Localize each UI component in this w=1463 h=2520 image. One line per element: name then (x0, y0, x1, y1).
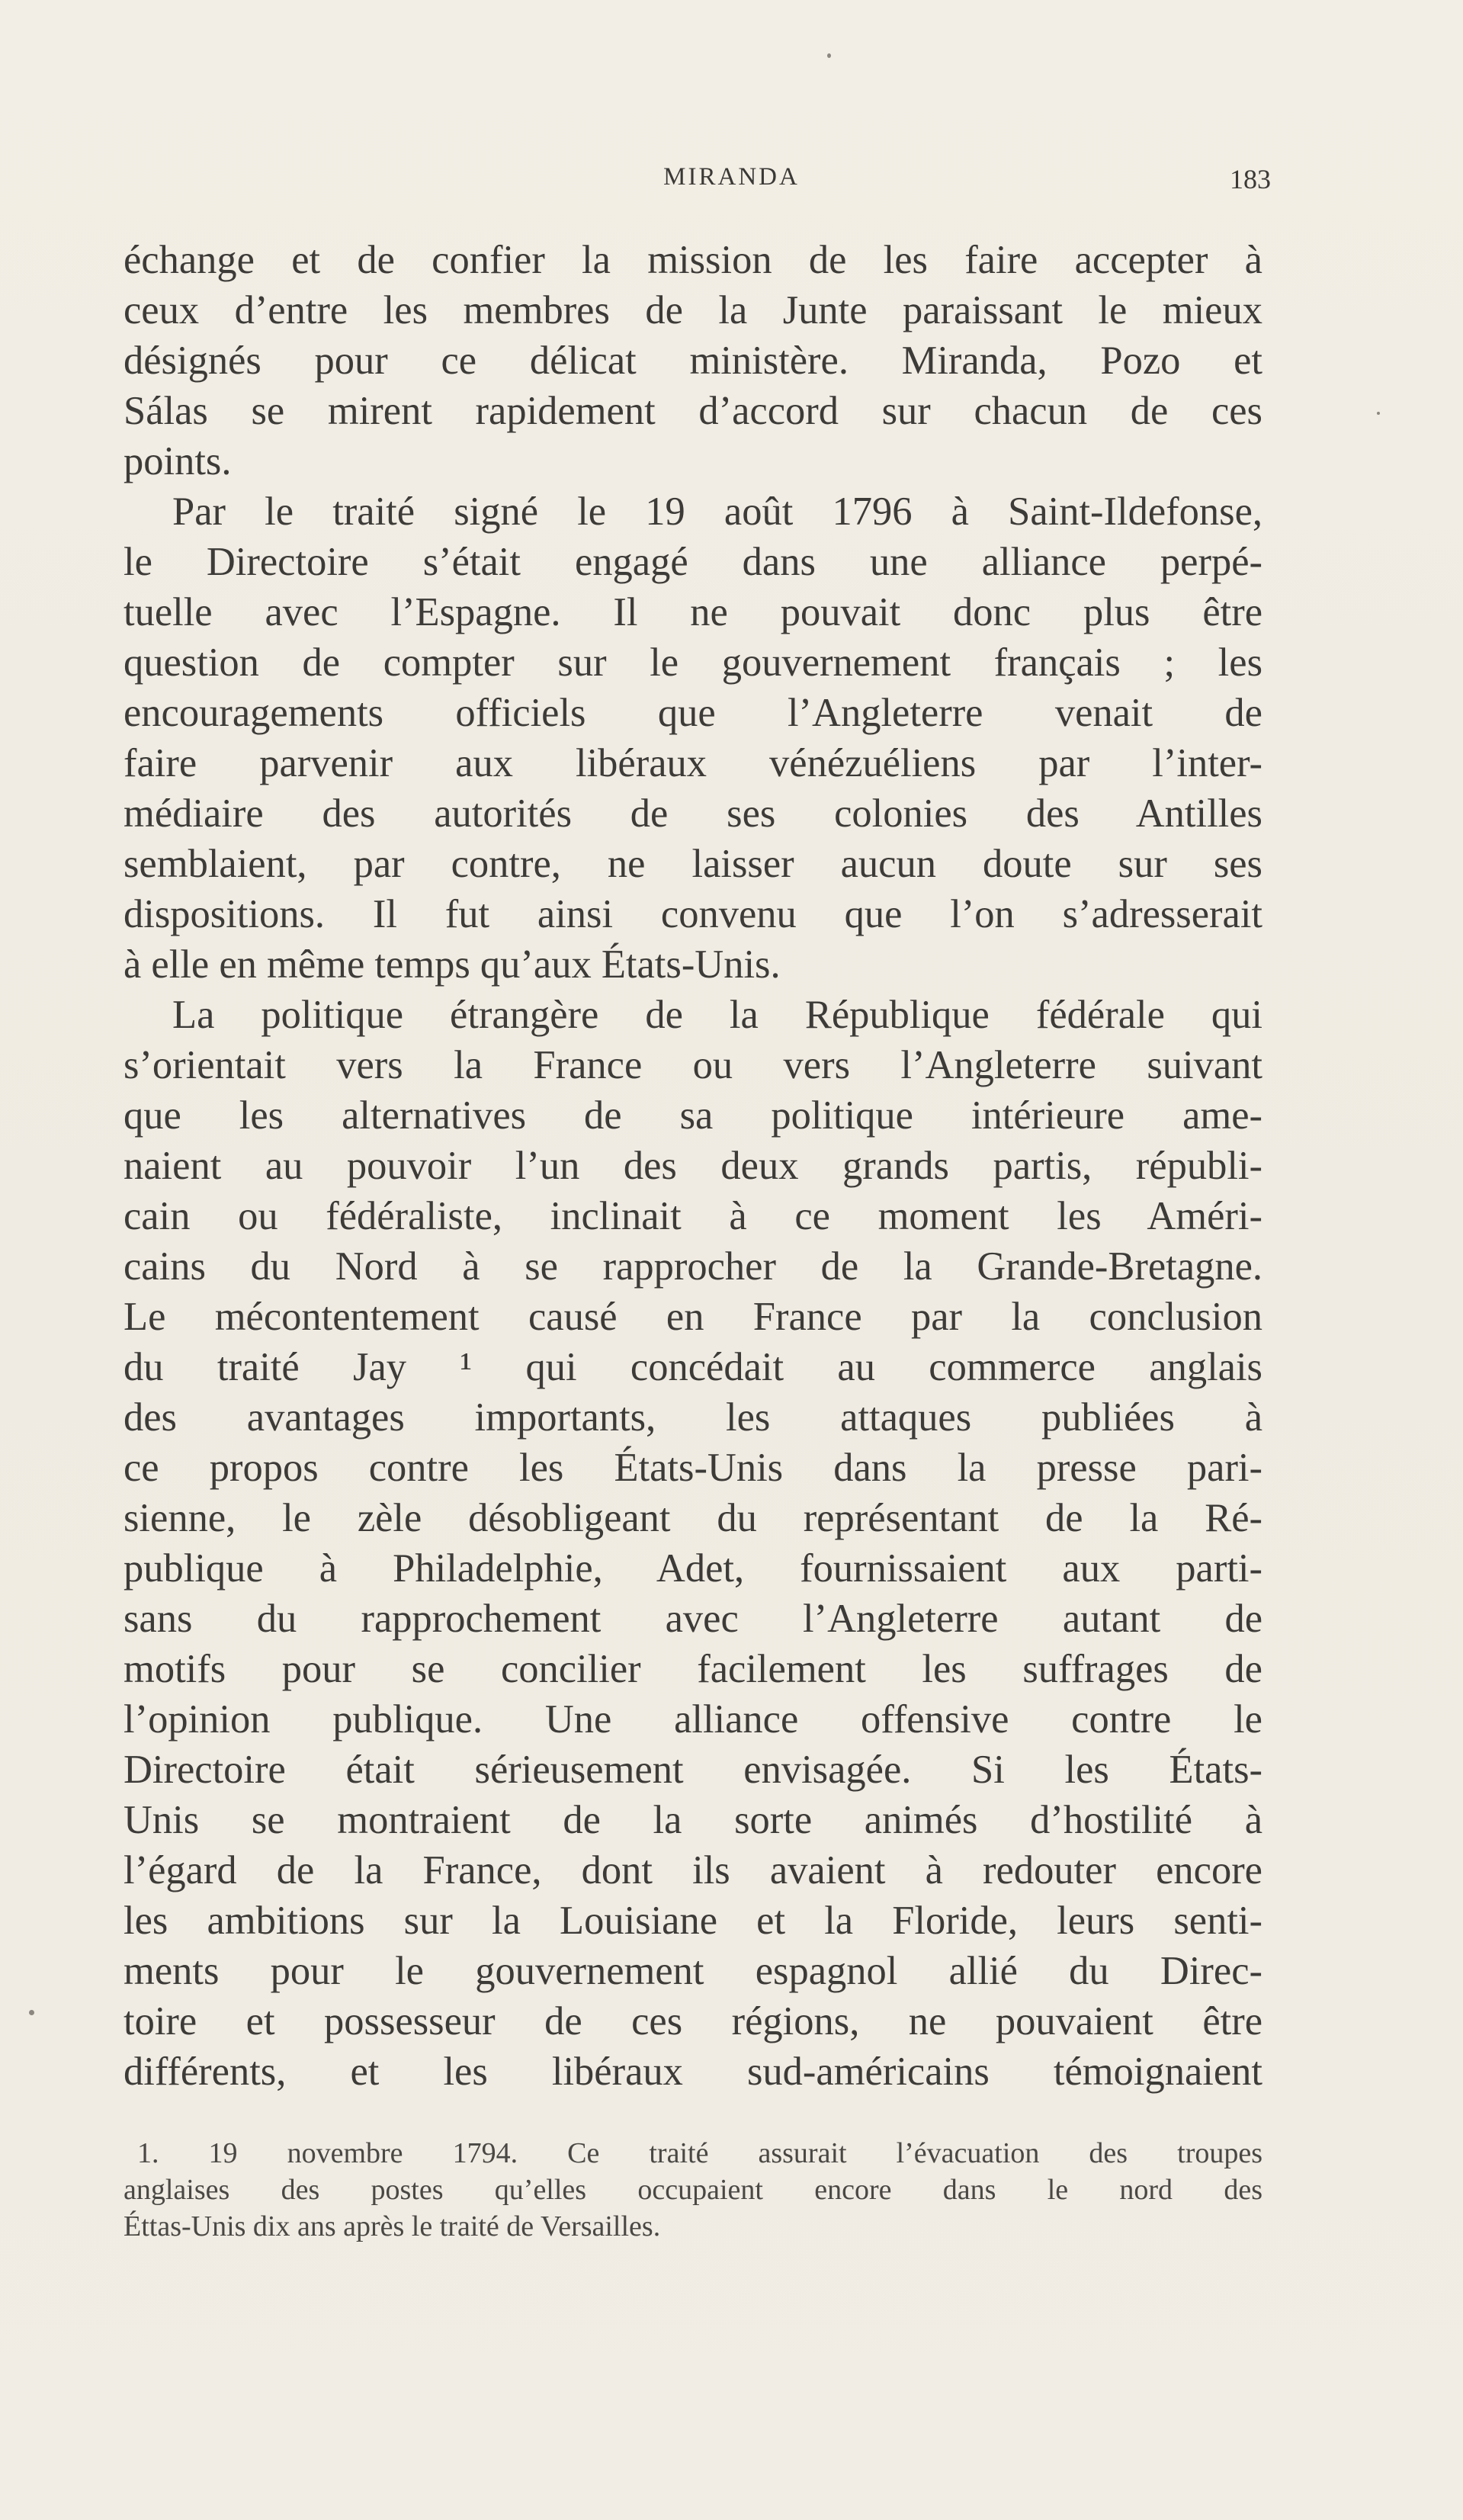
body-text (124, 235, 1262, 2097)
text-line: semblaient, par contre, ne laisser aucun doute sur ses (124, 842, 1262, 886)
text-line: désignés pour ce délicat ministère. Miranda, Pozo et (124, 339, 1262, 383)
text-line: naient au pouvoir l’un des deux grands partis, républi- (124, 1144, 1262, 1188)
text-line: différents, et les libéraux sud-américains témoignaient (124, 2050, 1262, 2094)
running-title: MIRANDA (663, 163, 800, 191)
text-line: faire parvenir aux libéraux vénézuéliens par l’inter- (124, 741, 1262, 785)
paragraph-start-line: Par le traité signé le 19 août 1796 à Saint-Ildefonse, (172, 490, 1262, 534)
footnotes (124, 2135, 1262, 2245)
text-line: sienne, le zèle désobligeant du représentant de la Ré- (124, 1496, 1262, 1540)
text-line: toire et possesseur de ces régions, ne pouvaient être (124, 1999, 1262, 2043)
text-line: question de compter sur le gouvernement français ; les (124, 640, 1262, 685)
text-line: dispositions. Il fut ainsi convenu que l’on s’adresserait (124, 892, 1262, 936)
text-line: à elle en même temps qu’aux États-Unis. (124, 942, 781, 987)
text-line: Directoire était sérieusement envisagée. Si les États- (124, 1748, 1262, 1792)
page-number: 183 (1230, 164, 1271, 194)
paper-speck (827, 53, 831, 58)
footnote-line: anglaises des postes qu’elles occupaient encore dans le nord des (124, 2174, 1262, 2206)
footnote-line: Éttas-Unis dix ans après le traité de Versailles. (124, 2210, 661, 2242)
text-line: que les alternatives de sa politique intérieure ame- (124, 1093, 1262, 1138)
text-line: s’orientait vers la France ou vers l’Angleterre suivant (124, 1043, 1262, 1087)
text-line: médiaire des autorités de ses colonies des Antilles (124, 791, 1262, 836)
text-line: cain ou fédéraliste, inclinait à ce moment les Améri- (124, 1194, 1262, 1238)
text-line: ments pour le gouvernement espagnol allié du Direc- (124, 1949, 1262, 1993)
text-line: des avantages importants, les attaques publiées à (124, 1395, 1262, 1440)
text-line: points. (124, 439, 232, 483)
text-line: Sálas se mirent rapidement d’accord sur chacun de ces (124, 389, 1262, 433)
text-line: ce propos contre les États-Unis dans la presse pari- (124, 1446, 1262, 1490)
text-line: tuelle avec l’Espagne. Il ne pouvait donc plus être (124, 590, 1262, 634)
running-head (0, 163, 1463, 201)
footnote-line: 1. 19 novembre 1794. Ce traité assurait l’évacuation des troupes (137, 2137, 1262, 2169)
paper-speck (29, 2010, 34, 2015)
text-line: publique à Philadelphie, Adet, fournissaient aux parti- (124, 1546, 1262, 1591)
text-line: ceux d’entre les membres de la Junte paraissant le mieux (124, 288, 1262, 332)
text-line: Le mécontentement causé en France par la conclusion (124, 1295, 1262, 1339)
text-line: sans du rapprochement avec l’Angleterre autant de (124, 1597, 1262, 1641)
paragraph-start-line: La politique étrangère de la République fédérale qui (172, 993, 1262, 1037)
text-line: du traité Jay ¹ qui concédait au commerce anglais (124, 1345, 1262, 1389)
paper-speck (1377, 412, 1380, 415)
text-line: l’opinion publique. Une alliance offensive contre le (124, 1697, 1262, 1742)
text-line: encouragements officiels que l’Angleterre venait de (124, 691, 1262, 735)
text-line: motifs pour se concilier facilement les suffrages de (124, 1647, 1262, 1691)
text-line: échange et de confier la mission de les faire accepter à (124, 238, 1262, 282)
text-line: cains du Nord à se rapprocher de la Grande-Bretagne. (124, 1244, 1262, 1289)
text-line: le Directoire s’était engagé dans une alliance perpé- (124, 540, 1262, 584)
text-line: Unis se montraient de la sorte animés d’hostilité à (124, 1798, 1262, 1842)
text-line: l’égard de la France, dont ils avaient à redouter encore (124, 1848, 1262, 1892)
text-line: les ambitions sur la Louisiane et la Floride, leurs senti- (124, 1899, 1262, 1943)
